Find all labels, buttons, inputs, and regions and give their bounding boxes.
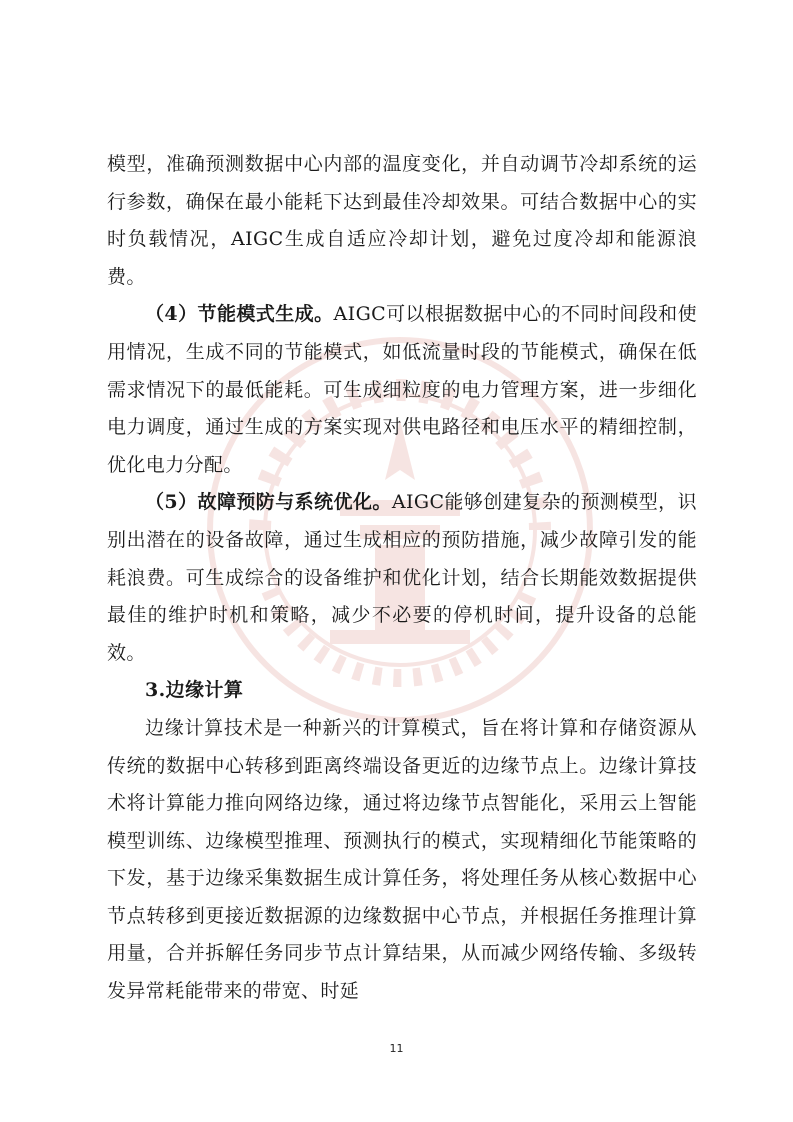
paragraph-edge-computing: 边缘计算技术是一种新兴的计算模式，旨在将计算和存储资源从传统的数据中心转移到距离终端设备更近的边缘节点上。边缘计算技术将计算能力推向网络边缘，通过将边缘节点智能化，采用云上智能模型训练、边缘模型推理、预测执行的模式，实现精细化节能策略的下发，基于边缘采集数据生成计算任务，将处理任务从核心数据中心节点转移到更接近数据源的边缘数据中心节点，并根据任务推理计算用量，合并拆解任务同步节点计算结果，从而减少网络传输、多级转发异常耗能带来的带宽、时延 [107,716,697,1003]
paragraph-item-4 [107,296,697,484]
item-5-title: （5）故障预防与系统优化。 [145,491,392,514]
item-4-title: （4）节能模式生成。 [145,303,334,326]
item-5-text: AIGC能够创建复杂的预测模型，识别出潜在的设备故障，通过生成相应的预防措施，减少故障引发的能耗浪费。可生成综合的设备维护和优化计划，结合长期能效数据提供最佳的维护时机和策略，减少不必要的停机时间，提升设备的总能效。 [107,491,698,664]
item-4-text: AIGC可以根据数据中心的不同时间段和使用情况，生成不同的节能模式，如低流量时段的节能模式，确保在低需求情况下的最低能耗。可生成细粒度的电力管理方案，进一步细化电力调度，通过生成的方案实现对供电路径和电压水平的精细控制，优化电力分配。 [107,303,697,476]
paragraph-continued: 模型，准确预测数据中心内部的温度变化，并自动调节冷却系统的运行参数，确保在最小能耗下达到最佳冷却效果。可结合数据中心的实时负载情况，AIGC生成自适应冷却计划，避免过度冷却和能源浪费。 [107,153,697,288]
body-text [107,146,697,1011]
paragraph-item-5 [107,484,697,672]
page-number: 11 [389,1042,404,1055]
section-heading-edge-computing: 3.边缘计算 [145,679,244,702]
